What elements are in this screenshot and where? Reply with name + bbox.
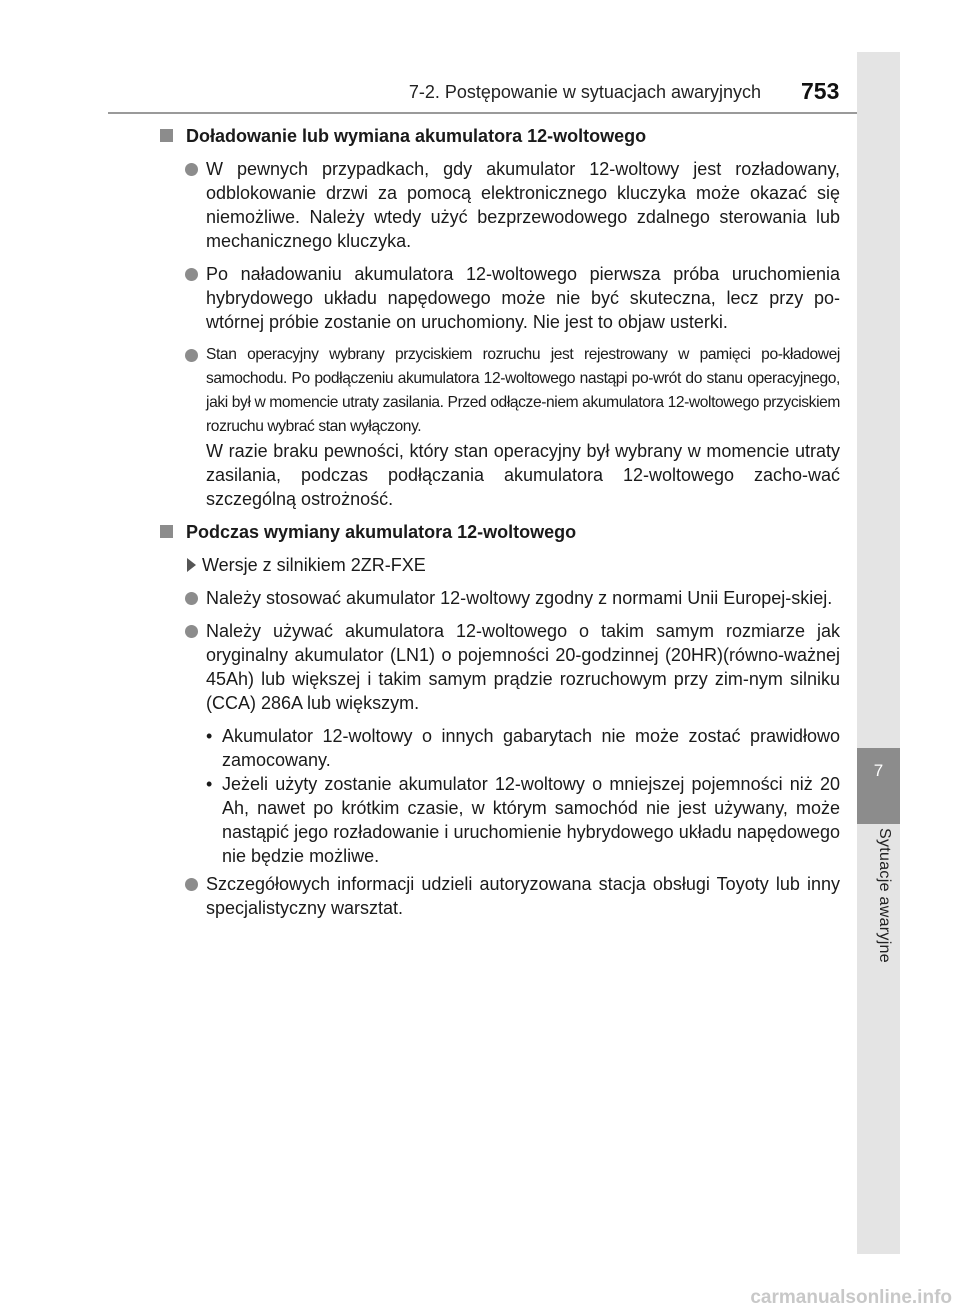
chapter-number-tab: 7: [857, 748, 900, 824]
side-tab-column: [857, 52, 900, 1254]
section-heading: Doładowanie lub wymiana akumulatora 12-woltowego: [186, 124, 840, 148]
header-rule: [108, 112, 857, 114]
page-content: [160, 124, 840, 929]
sub-item: • Jeżeli użyty zostanie akumulator 12-woltowy o mniejszej pojemności niż 20 Ah, nawet po krótkim czasie, w którym samochód nie jest używany, może nastąpić jego rozładowanie i uruchomienie hybrydowego układu napędowego nie będzie możliwe.: [206, 772, 840, 868]
bullet-item: [206, 343, 840, 511]
page-number: 753: [801, 78, 840, 104]
sub-list: [206, 724, 840, 868]
chapter-label: Sytuacje awaryjne: [876, 828, 893, 963]
bullet-continuation: W razie braku pewności, który stan operacyjny był wybrany w momencie utraty zasilania, podczas podłączania akumulatora 12-woltowego zacho-wać szczególną ostrożność.: [206, 441, 840, 509]
sub-item: • Akumulator 12-woltowy o innych gabarytach nie może zostać prawidłowo zamocowany.: [206, 724, 840, 772]
bullet-item: Należy używać akumulatora 12-woltowego o takim samym rozmiarze jak oryginalny akumulator (LN1) o pojemności 20-godzinnej (20HR)(równo-ważnej 45Ah) lub większej i takim samym prądzie rozruchowym przy zim-nym silniku (CCA) 286A lub większym.: [206, 621, 840, 713]
section-heading: Podczas wymiany akumulatora 12-woltowego: [186, 520, 840, 544]
bullet-item: Należy stosować akumulator 12-woltowy zgodny z normami Unii Europej-skiej.: [206, 586, 840, 610]
variant-label: Wersje z silnikiem 2ZR-FXE: [202, 553, 840, 577]
section-title: 7-2. Postępowanie w sytuacjach awaryjnych: [408, 82, 761, 102]
bullet-item: Po naładowaniu akumulatora 12-woltowego pierwsza próba uruchomienia hybrydowego układu napędowego może nie być skuteczna, lecz przy po-wtórnej próbie zostanie on uruchomiony. Nie jest to objaw usterki.: [206, 264, 840, 332]
bullet-text-small: Stan operacyjny wybrany przyciskiem rozruchu jest rejestrowany w pamięci po-kładowej samochodu. Po podłączeniu akumulatora 12-woltowego nastąpi po-wrót do stanu operacyjnego, jaki był w momencie utraty zasilania. Przed odłącze-niem akumulatora 12-woltowego przyciskiem rozruchu wybrać stan wyłączony.: [206, 346, 840, 435]
watermark: carmanualsonline.info: [750, 1287, 952, 1308]
bullet-item: Szczegółowych informacji udzieli autoryzowana stacja obsługi Toyoty lub inny specjalistyczny warsztat.: [206, 874, 840, 918]
bullet-item: W pewnych przypadkach, gdy akumulator 12-woltowy jest rozładowany, odblokowanie drzwi za pomocą elektronicznego kluczyka może okazać się niemożliwe. Należy wtedy użyć bezprzewodowego zdalnego sterowania lub mechanicznego kluczyka.: [206, 159, 840, 251]
